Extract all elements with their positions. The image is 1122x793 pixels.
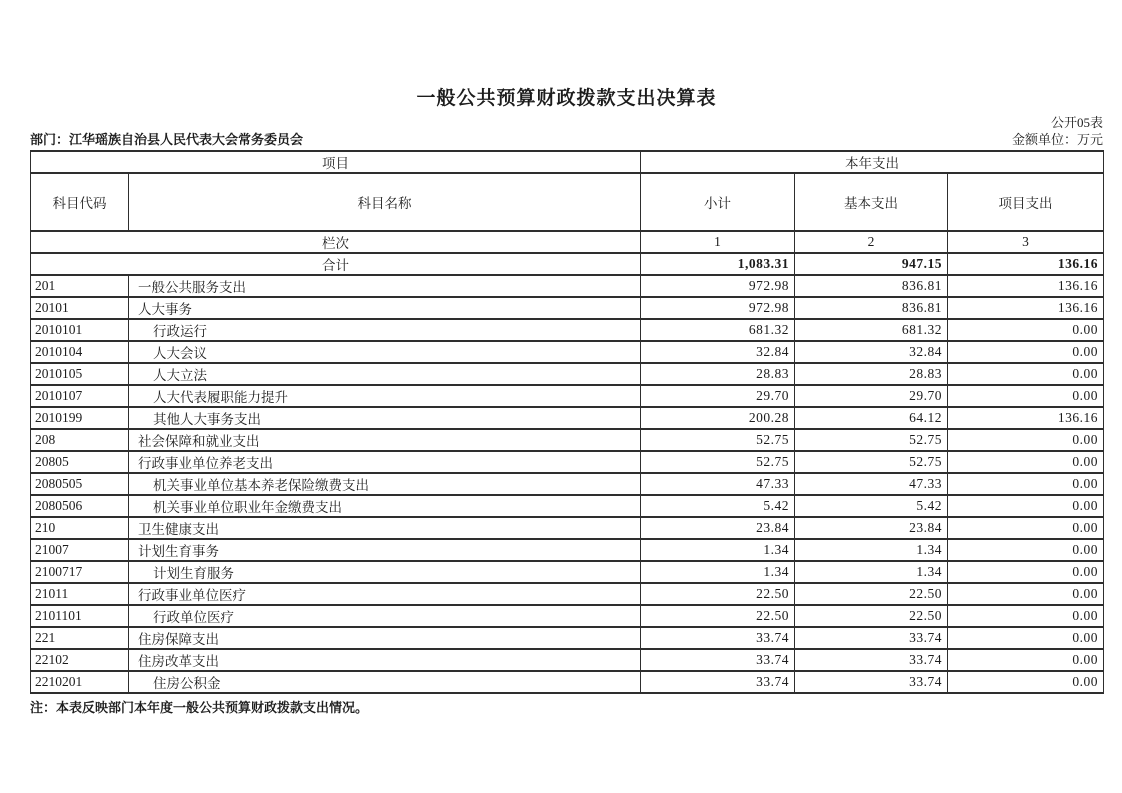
table-row bbox=[31, 539, 1104, 561]
table-row bbox=[31, 495, 1104, 517]
subtotal-cell: 1.34 bbox=[641, 561, 795, 583]
table-row bbox=[31, 583, 1104, 605]
subtotal-cell: 47.33 bbox=[641, 473, 795, 495]
name-cell: 其他人大事务支出 bbox=[129, 407, 641, 429]
table-row bbox=[31, 363, 1104, 385]
table-row bbox=[31, 385, 1104, 407]
code-cell: 208 bbox=[31, 429, 129, 451]
header-basic-expenditure: 基本支出 bbox=[795, 173, 948, 231]
table-row bbox=[31, 649, 1104, 671]
name-cell: 计划生育服务 bbox=[129, 561, 641, 583]
project-cell: 0.00 bbox=[948, 649, 1104, 671]
project-cell: 0.00 bbox=[948, 561, 1104, 583]
basic-cell: 64.12 bbox=[795, 407, 948, 429]
subtotal-cell: 681.32 bbox=[641, 319, 795, 341]
subtotal-cell: 33.74 bbox=[641, 671, 795, 693]
table-row bbox=[31, 407, 1104, 429]
subtotal-cell: 29.70 bbox=[641, 385, 795, 407]
name-cell: 一般公共服务支出 bbox=[129, 275, 641, 297]
index-col-3: 3 bbox=[948, 231, 1104, 253]
name-cell: 行政单位医疗 bbox=[129, 605, 641, 627]
name-cell: 卫生健康支出 bbox=[129, 517, 641, 539]
table-row bbox=[31, 451, 1104, 473]
index-col-1: 1 bbox=[641, 231, 795, 253]
header-group-year-expenditure: 本年支出 bbox=[641, 151, 1104, 173]
code-cell: 2010105 bbox=[31, 363, 129, 385]
basic-cell: 29.70 bbox=[795, 385, 948, 407]
index-label-cell: 栏次 bbox=[31, 231, 641, 253]
table-row bbox=[31, 297, 1104, 319]
basic-cell: 33.74 bbox=[795, 671, 948, 693]
total-basic-cell: 947.15 bbox=[795, 253, 948, 275]
basic-cell: 32.84 bbox=[795, 341, 948, 363]
table-row bbox=[31, 319, 1104, 341]
header-group-project: 项目 bbox=[31, 151, 641, 173]
code-cell: 201 bbox=[31, 275, 129, 297]
code-cell: 21007 bbox=[31, 539, 129, 561]
page-title: 一般公共预算财政拨款支出决算表 bbox=[416, 88, 717, 109]
project-cell: 0.00 bbox=[948, 341, 1104, 363]
table-row bbox=[31, 341, 1104, 363]
name-cell: 住房改革支出 bbox=[129, 649, 641, 671]
code-cell: 21011 bbox=[31, 583, 129, 605]
basic-cell: 1.34 bbox=[795, 561, 948, 583]
total-row bbox=[31, 253, 1104, 275]
header-group-row bbox=[31, 151, 1104, 173]
name-cell: 行政事业单位医疗 bbox=[129, 583, 641, 605]
code-cell: 22102 bbox=[31, 649, 129, 671]
basic-cell: 22.50 bbox=[795, 605, 948, 627]
project-cell: 136.16 bbox=[948, 275, 1104, 297]
meta-row bbox=[30, 131, 1103, 148]
code-cell: 2101101 bbox=[31, 605, 129, 627]
subtotal-cell: 200.28 bbox=[641, 407, 795, 429]
project-cell: 0.00 bbox=[948, 539, 1104, 561]
code-cell: 210 bbox=[31, 517, 129, 539]
table-row bbox=[31, 275, 1104, 297]
column-index-row bbox=[31, 231, 1104, 253]
header-subtotal: 小计 bbox=[641, 173, 795, 231]
name-cell: 机关事业单位基本养老保险缴费支出 bbox=[129, 473, 641, 495]
code-cell: 20101 bbox=[31, 297, 129, 319]
total-label-cell: 合计 bbox=[31, 253, 641, 275]
code-cell: 2080505 bbox=[31, 473, 129, 495]
basic-cell: 52.75 bbox=[795, 429, 948, 451]
department-label: 部门：江华瑶族自治县人民代表大会常务委员会 bbox=[30, 132, 304, 147]
project-cell: 0.00 bbox=[948, 671, 1104, 693]
header-subject-name: 科目名称 bbox=[129, 173, 641, 231]
name-cell: 住房公积金 bbox=[129, 671, 641, 693]
code-cell: 2010104 bbox=[31, 341, 129, 363]
basic-cell: 1.34 bbox=[795, 539, 948, 561]
project-cell: 136.16 bbox=[948, 297, 1104, 319]
project-cell: 0.00 bbox=[948, 583, 1104, 605]
project-cell: 0.00 bbox=[948, 517, 1104, 539]
basic-cell: 5.42 bbox=[795, 495, 948, 517]
sheet-number-label: 公开05表 bbox=[1050, 115, 1103, 130]
name-cell: 机关事业单位职业年金缴费支出 bbox=[129, 495, 641, 517]
project-cell: 0.00 bbox=[948, 429, 1104, 451]
project-cell: 0.00 bbox=[948, 473, 1104, 495]
subtotal-cell: 972.98 bbox=[641, 297, 795, 319]
subtotal-cell: 1.34 bbox=[641, 539, 795, 561]
name-cell: 人大立法 bbox=[129, 363, 641, 385]
footnote: 注：本表反映部门本年度一般公共预算财政拨款支出情况。 bbox=[30, 700, 369, 715]
budget-expenditure-table bbox=[30, 150, 1104, 694]
project-cell: 0.00 bbox=[948, 495, 1104, 517]
basic-cell: 33.74 bbox=[795, 649, 948, 671]
name-cell: 社会保障和就业支出 bbox=[129, 429, 641, 451]
subtotal-cell: 28.83 bbox=[641, 363, 795, 385]
name-cell: 行政运行 bbox=[129, 319, 641, 341]
project-cell: 0.00 bbox=[948, 605, 1104, 627]
total-subtotal-cell: 1,083.31 bbox=[641, 253, 795, 275]
project-cell: 0.00 bbox=[948, 385, 1104, 407]
subtotal-cell: 22.50 bbox=[641, 583, 795, 605]
basic-cell: 28.83 bbox=[795, 363, 948, 385]
unit-label: 金额单位：万元 bbox=[1011, 132, 1103, 147]
table-row bbox=[31, 627, 1104, 649]
code-cell: 221 bbox=[31, 627, 129, 649]
subtotal-cell: 33.74 bbox=[641, 649, 795, 671]
basic-cell: 23.84 bbox=[795, 517, 948, 539]
basic-cell: 33.74 bbox=[795, 627, 948, 649]
basic-cell: 52.75 bbox=[795, 451, 948, 473]
basic-cell: 47.33 bbox=[795, 473, 948, 495]
basic-cell: 681.32 bbox=[795, 319, 948, 341]
basic-cell: 836.81 bbox=[795, 297, 948, 319]
name-cell: 人大会议 bbox=[129, 341, 641, 363]
subtotal-cell: 23.84 bbox=[641, 517, 795, 539]
subtotal-cell: 32.84 bbox=[641, 341, 795, 363]
subtotal-cell: 33.74 bbox=[641, 627, 795, 649]
subtotal-cell: 22.50 bbox=[641, 605, 795, 627]
table-row bbox=[31, 671, 1104, 693]
name-cell: 计划生育事务 bbox=[129, 539, 641, 561]
name-cell: 行政事业单位养老支出 bbox=[129, 451, 641, 473]
name-cell: 人大代表履职能力提升 bbox=[129, 385, 641, 407]
header-subject-code: 科目代码 bbox=[31, 173, 129, 231]
subtotal-cell: 5.42 bbox=[641, 495, 795, 517]
basic-cell: 22.50 bbox=[795, 583, 948, 605]
code-cell: 2210201 bbox=[31, 671, 129, 693]
index-col-2: 2 bbox=[795, 231, 948, 253]
table-row bbox=[31, 429, 1104, 451]
subtotal-cell: 972.98 bbox=[641, 275, 795, 297]
table-body bbox=[31, 275, 1104, 693]
name-cell: 人大事务 bbox=[129, 297, 641, 319]
project-cell: 0.00 bbox=[948, 363, 1104, 385]
table-header bbox=[31, 151, 1104, 275]
project-cell: 0.00 bbox=[948, 451, 1104, 473]
table-row bbox=[31, 473, 1104, 495]
table-row bbox=[31, 517, 1104, 539]
document-page bbox=[30, 0, 1103, 717]
header-project-expenditure: 项目支出 bbox=[948, 173, 1104, 231]
project-cell: 136.16 bbox=[948, 407, 1104, 429]
code-cell: 2080506 bbox=[31, 495, 129, 517]
code-cell: 2100717 bbox=[31, 561, 129, 583]
code-cell: 2010199 bbox=[31, 407, 129, 429]
subtotal-cell: 52.75 bbox=[641, 429, 795, 451]
table-row bbox=[31, 605, 1104, 627]
project-cell: 0.00 bbox=[948, 319, 1104, 341]
code-cell: 20805 bbox=[31, 451, 129, 473]
subtotal-cell: 52.75 bbox=[641, 451, 795, 473]
basic-cell: 836.81 bbox=[795, 275, 948, 297]
code-cell: 2010107 bbox=[31, 385, 129, 407]
total-project-cell: 136.16 bbox=[948, 253, 1104, 275]
table-row bbox=[31, 561, 1104, 583]
name-cell: 住房保障支出 bbox=[129, 627, 641, 649]
code-cell: 2010101 bbox=[31, 319, 129, 341]
header-columns-row bbox=[31, 173, 1104, 231]
project-cell: 0.00 bbox=[948, 627, 1104, 649]
